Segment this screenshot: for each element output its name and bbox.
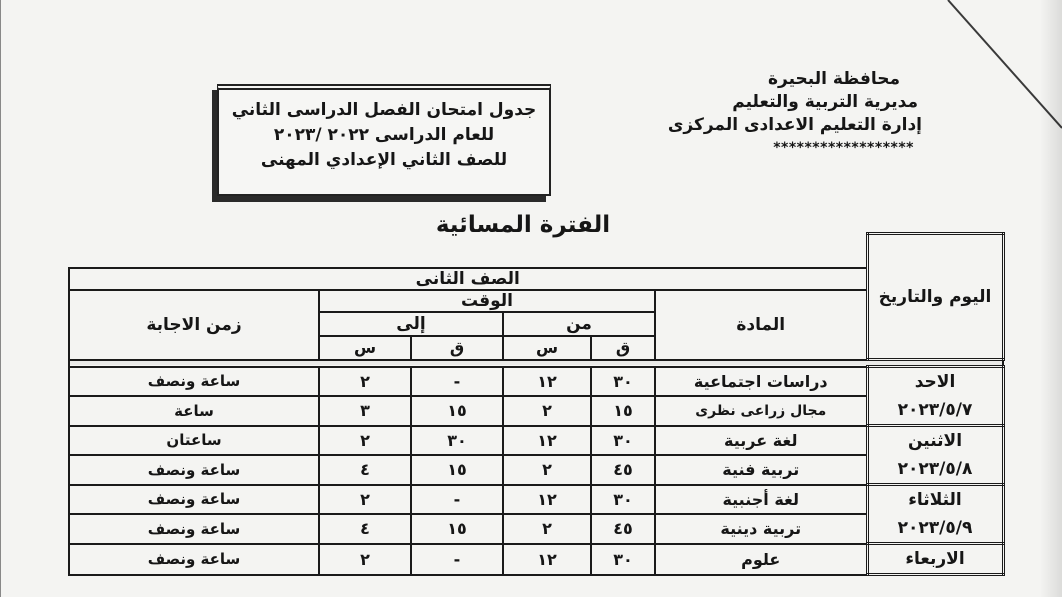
day-name: الاثنين xyxy=(907,431,963,451)
title-line-3: للصف الثاني الإعدادي المهنى xyxy=(260,150,508,170)
header-time: الوقت xyxy=(319,290,655,312)
stars-divider: ****************** xyxy=(773,140,914,156)
day-name: الاربعاء xyxy=(905,549,965,569)
from-minutes-cell: ٤٥ xyxy=(591,455,655,485)
from-hours-cell: ١٢ xyxy=(503,485,591,515)
from-hours-cell: ٢ xyxy=(503,396,591,426)
exam-schedule-table xyxy=(68,232,1005,576)
header-grade: الصف الثانى xyxy=(69,268,867,290)
table-row xyxy=(69,544,1003,575)
day-date: ٢٠٢٣/٥/٧ xyxy=(897,400,973,420)
header-top-spacer xyxy=(69,234,867,268)
table-row xyxy=(69,514,1003,544)
header-subject: المادة xyxy=(655,290,867,360)
to-hours-cell: ٢ xyxy=(319,485,411,515)
header-from: من xyxy=(503,312,655,336)
table-row xyxy=(69,485,1003,515)
header-to: إلى xyxy=(319,312,503,336)
day-cell xyxy=(867,544,1003,575)
issuer-header xyxy=(632,68,922,160)
to-minutes-cell: ١٥ xyxy=(411,455,503,485)
header-answer-time: زمن الاجابة xyxy=(69,290,319,360)
duration-cell: ساعة ونصف xyxy=(69,485,319,515)
table-row xyxy=(69,426,1003,456)
to-hours-cell: ٤ xyxy=(319,455,411,485)
from-hours-cell: ١٢ xyxy=(503,367,591,397)
governorate-name: محافظة البحيرة xyxy=(767,69,900,89)
from-hours-cell: ١٢ xyxy=(503,544,591,575)
table-row xyxy=(69,455,1003,485)
to-hours-cell: ٤ xyxy=(319,514,411,544)
subject-cell: تربية فنية xyxy=(655,455,867,485)
duration-cell: ساعة ونصف xyxy=(69,455,319,485)
subject-cell: دراسات اجتماعية xyxy=(655,367,867,397)
duration-cell: ساعتان xyxy=(69,426,319,456)
to-minutes-cell: ١٥ xyxy=(411,396,503,426)
header-gap xyxy=(69,360,1003,367)
subject-cell: تربية دينية xyxy=(655,514,867,544)
table-row xyxy=(69,396,1003,426)
duration-cell: ساعة ونصف xyxy=(69,367,319,397)
title-line-2: للعام الدراسى ٢٠٢٢ /٢٠٢٣ xyxy=(273,125,495,145)
to-minutes-cell: - xyxy=(411,367,503,397)
subject-cell: علوم xyxy=(655,544,867,575)
to-hours-cell: ٣ xyxy=(319,396,411,426)
title-line-1: جدول امتحان الفصل الدراسى الثاني xyxy=(231,100,537,120)
day-cell xyxy=(867,426,1003,485)
directorate-name: مديرية التربية والتعليم xyxy=(732,92,918,112)
subject-cell: لغة عربية xyxy=(655,426,867,456)
administration-name: إدارة التعليم الاعدادى المركزى xyxy=(667,115,922,135)
to-hours-cell: ٢ xyxy=(319,367,411,397)
to-hours-cell: ٢ xyxy=(319,426,411,456)
header-from-hours: س xyxy=(503,336,591,360)
to-minutes-cell: ١٥ xyxy=(411,514,503,544)
header-day-date: اليوم والتاريخ xyxy=(867,234,1003,360)
from-minutes-cell: ٣٠ xyxy=(591,544,655,575)
duration-cell: ساعة ونصف xyxy=(69,514,319,544)
table-row xyxy=(69,367,1003,397)
from-minutes-cell: ٣٠ xyxy=(591,426,655,456)
page-edge-shadow xyxy=(1040,0,1062,597)
header-to-minutes: ق xyxy=(411,336,503,360)
from-minutes-cell: ٤٥ xyxy=(591,514,655,544)
to-hours-cell: ٢ xyxy=(319,544,411,575)
from-minutes-cell: ٣٠ xyxy=(591,485,655,515)
from-hours-cell: ٢ xyxy=(503,514,591,544)
to-minutes-cell: - xyxy=(411,485,503,515)
header-to-hours: س xyxy=(319,336,411,360)
day-cell xyxy=(867,485,1003,544)
duration-cell: ساعة xyxy=(69,396,319,426)
from-minutes-cell: ٣٠ xyxy=(591,367,655,397)
period-title: الفترة المسائية xyxy=(435,212,611,238)
to-minutes-cell: ٣٠ xyxy=(411,426,503,456)
from-hours-cell: ٢ xyxy=(503,455,591,485)
day-date: ٢٠٢٣/٥/٩ xyxy=(897,518,973,538)
day-cell xyxy=(867,367,1003,426)
header-from-minutes: ق xyxy=(591,336,655,360)
schedule-title-box xyxy=(217,84,551,196)
day-name: الثلاثاء xyxy=(908,490,962,510)
day-date: ٢٠٢٣/٥/٨ xyxy=(897,459,973,479)
day-name: الاحد xyxy=(914,372,956,392)
from-minutes-cell: ١٥ xyxy=(591,396,655,426)
to-minutes-cell: - xyxy=(411,544,503,575)
subject-cell: لغة أجنبية xyxy=(655,485,867,515)
subject-cell: مجال زراعى نظرى xyxy=(655,396,867,426)
from-hours-cell: ١٢ xyxy=(503,426,591,456)
duration-cell: ساعة ونصف xyxy=(69,544,319,575)
